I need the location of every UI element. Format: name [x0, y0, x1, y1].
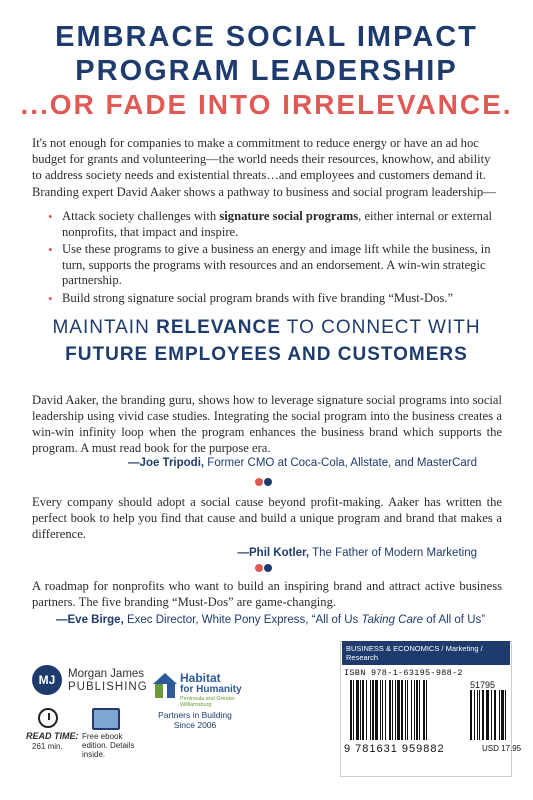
- endorsement-quote: A roadmap for nonprofits who want to build an inspiring brand and attract active business partners. The five branding “Must-Dos” are game-changing.: [32, 579, 502, 609]
- endorsement-attribution: —Eve Birge, Exec Director, White Pony Express, “All of Us Taking Care of All of Us”: [56, 614, 486, 626]
- publisher-sub: PUBLISHING: [68, 681, 148, 693]
- endorsement-quote: Every company should adopt a social cause beyond profit-making. Aaker has written the perfect book to help you find that cause and build a unique program and brand that makes a difference.: [32, 495, 502, 541]
- price-code: 51795: [470, 680, 496, 690]
- headline-line-3: ...OR FADE INTO IRRELEVANCE.: [20, 89, 513, 120]
- price-label: USD 17.95: [482, 744, 522, 753]
- bullet-item: • Attack society challenges with signature social programs, either internal or external nonprofits, that impact and inspire.: [62, 209, 502, 240]
- habitat-subtitle: Peninsula and Greater Williamsburg: [180, 696, 236, 708]
- divider-dots: [255, 478, 277, 486]
- headline-line-2: PROGRAM LEADERSHIP: [75, 55, 458, 87]
- isbn-text: ISBN 978-1-63195-988-2: [344, 668, 463, 678]
- lead-paragraph: Branding expert David Aaker shows a pathway to business and social program leadership—: [32, 185, 496, 199]
- barcode-icon: [350, 680, 508, 742]
- read-time-value: 261 min.: [32, 742, 63, 751]
- partners-note: Partners in Building Since 2006: [158, 710, 232, 730]
- habitat-logo-icon: [152, 672, 178, 700]
- habitat-name: Habitat for Humanity: [180, 671, 242, 695]
- bisac-category: BUSINESS & ECONOMICS / Marketing / Research: [342, 641, 510, 665]
- bullet-item: • Build strong signature social program brands with five branding “Must-Dos.”: [62, 291, 502, 307]
- clock-icon: [38, 708, 58, 728]
- headline-line-1: EMBRACE SOCIAL IMPACT: [55, 21, 478, 53]
- ebook-icon: [92, 708, 120, 730]
- bullet-list: [62, 209, 502, 308]
- divider-dots: [255, 564, 277, 572]
- subheading-line-1: MAINTAIN RELEVANCE TO CONNECT WITH: [52, 317, 481, 338]
- read-time-label: READ TIME:: [26, 731, 79, 741]
- publisher-name: Morgan James: [68, 668, 145, 680]
- subheading-line-2: FUTURE EMPLOYEES AND CUSTOMERS: [65, 344, 468, 365]
- intro-paragraph: It's not enough for companies to make a commitment to reduce energy or have an ad hoc budget for grants and volunteering—the world needs their resources, knowhow, and ability to address society needs and existential threats…and employees and customers demand it.: [32, 136, 491, 182]
- endorsement-attribution: —Joe Tripodi, Former CMO at Coca-Cola, Allstate, and MasterCard: [128, 457, 477, 469]
- endorsement-attribution: —Phil Kotler, The Father of Modern Marketing: [237, 547, 477, 559]
- ebook-note: Free ebook edition. Details inside.: [82, 732, 135, 759]
- ean-digits: 9 781631 959882: [344, 743, 445, 755]
- endorsement-quote: David Aaker, the branding guru, shows how to leverage signature social programs into social leadership using vivid case studies. Integrating the social program into the business creates a win-win infinity loop when the program enhances the business brand which supports the program. A must read book for the purpose era.: [32, 393, 502, 455]
- publisher-logo-icon: MJ: [32, 665, 62, 695]
- bullet-item: • Use these programs to give a business an energy and image lift while the business, in turn, supports the programs with resources and an endorsement. A win-win strategic partnership.: [62, 242, 502, 289]
